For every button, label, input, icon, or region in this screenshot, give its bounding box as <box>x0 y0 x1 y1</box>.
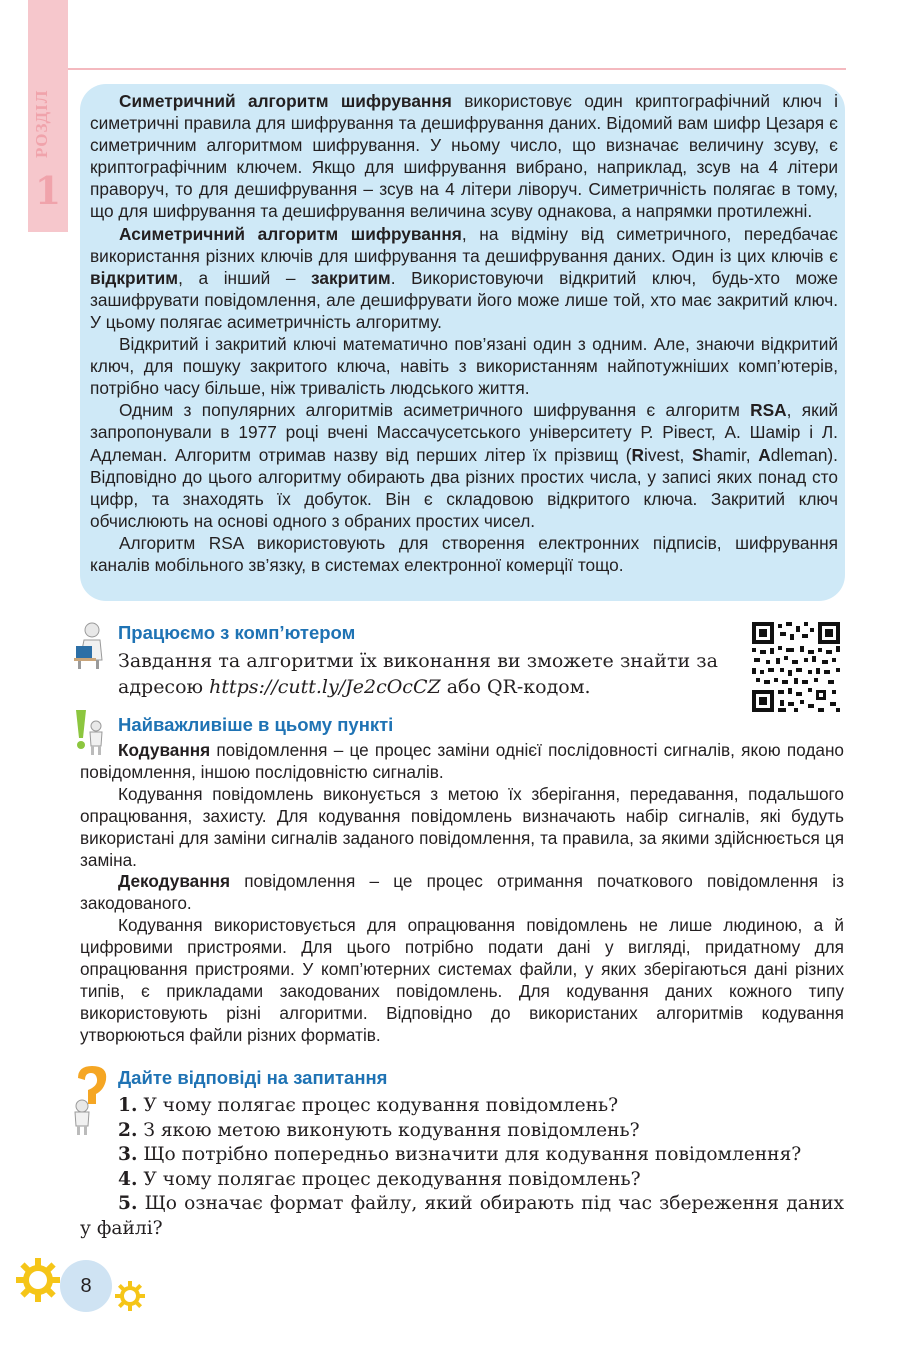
summary-paragraph <box>80 740 844 784</box>
questions-list <box>80 1094 844 1242</box>
person-computer-icon <box>70 620 112 670</box>
summary-paragraph: Кодування використовується для опрацювання повідомлень не лише людиною, а й цифровими пристроями. Для цього потрібно подати дані у вигляді, придатному для опрацювання пристроями. У комп’ютерних системах файли, у яких зберігаються дані різних типів, є прикладами закодованих повідомлень. Для кодування даних кожного типу використовують різні алгоритми. Відповідно до використаних алгоритмів кодування утворюються файли різних форматів. <box>80 915 844 1045</box>
summary-text <box>80 740 844 1047</box>
question-number: 4. <box>118 1168 138 1190</box>
info-paragraph: Відкритий і закритий ключі математично пов’язані один з одним. Але, знаючи відкритий ключ, для пошуку закритого ключа, навіть з використанням найпотужніших комп’ютерів, потрібно часу більше, ніж тривалість людського життя. <box>90 334 838 399</box>
question-number: 3. <box>118 1144 138 1166</box>
info-paragraph <box>90 399 838 532</box>
text: ivest, <box>643 444 692 465</box>
text: або QR-кодом. <box>440 676 591 698</box>
page-number: 8 <box>60 1260 112 1312</box>
question-item <box>80 1094 844 1119</box>
question-number: 2. <box>118 1119 138 1141</box>
computer-text <box>118 648 718 700</box>
question-item <box>80 1168 844 1193</box>
term-symmetric: Симетричний алгоритм шифрування <box>119 91 452 111</box>
question-text: З якою метою виконують кодування повідомлень? <box>137 1119 640 1141</box>
questions-heading: Дайте відповіді на запитання <box>118 1067 388 1088</box>
term-encoding: Кодування <box>118 740 211 760</box>
question-text: У чому полягає процес декодування повідомлень? <box>137 1168 641 1190</box>
text: Одним з популярних алгоритмів асиметричного шифрування є алгоритм <box>119 400 751 421</box>
question-text: У чому полягає процес кодування повідомлень? <box>137 1095 619 1116</box>
question-number: 1. <box>118 1095 138 1116</box>
info-paragraph: Алгоритм RSA використовують для створення електронних підписів, шифрування каналів мобільного зв’язку, в системах електронної комерції тощо. <box>90 532 838 575</box>
summary-paragraph: Кодування повідомлень виконується з метою їх зберігання, передавання, подальшого опрацювання, захисту. Для кодування повідомлень визначають набір сигналів, які будуть використані для заміни сигналів заданого повідомлення, та правила, за якими здійснюється ця заміна. <box>80 783 844 870</box>
section-number: 1 <box>34 168 62 213</box>
info-paragraph <box>90 90 838 223</box>
small-gear-icon <box>114 1280 146 1312</box>
text: Завдання та алгоритми їх виконання ви зможете знайти за адресою <box>118 650 718 698</box>
info-paragraph <box>90 223 838 333</box>
letter-a: A <box>758 444 771 465</box>
summary-heading: Найважливіше в цьому пункті <box>118 714 394 735</box>
link-url[interactable]: https://cutt.ly/Je2cOcCZ <box>209 676 441 698</box>
top-rule <box>68 68 846 70</box>
qr-code[interactable] <box>752 622 840 712</box>
section-tab <box>28 0 68 232</box>
computer-heading: Працюємо з комп’ютером <box>118 622 356 643</box>
term-rsa: RSA <box>750 400 787 421</box>
text: dleman). Відповідно до цього алгоритму обирають два різних простих числа, у записі яких понад сто цифр, та знаходять їх добуток. Він є складовою відкритого ключа. Закритий ключ обчислюють на основі одного з обраних простих чисел. <box>90 444 838 531</box>
text: , а інший – <box>178 267 312 288</box>
text: , який запропонували в 1977 році вчені Массачусетського університету Р. Рівест, А. Шамір і Л. Адлеман. Алгоритм отримав назву від перших літер їх прізвищ ( <box>90 400 839 465</box>
letter-s: S <box>692 444 704 465</box>
info-box <box>80 84 845 601</box>
text: hamir, <box>703 444 759 465</box>
question-text: Що потрібно попередньо визначити для кодування повідомлення? <box>137 1144 802 1166</box>
question-text: Що означає формат файлу, який обирають під час збереження даних у файлі? <box>80 1193 844 1239</box>
letter-r: R <box>631 444 644 465</box>
term-public: відкритим <box>90 267 179 288</box>
info-box-text <box>90 90 838 576</box>
gear-icon <box>14 1256 62 1304</box>
text: повідомлення – це процес заміни однієї послідовності сигналів, якою подано повідомлення, іншою послідовністю сигналів. <box>80 740 844 782</box>
text: , на відміну від симетричного, передбачає використання різних ключів для шифрування та дешифрування даних. Один із цих ключів є <box>90 223 838 266</box>
text: повідомлення – це процес отримання початкового повідомлення із закодованого. <box>80 871 844 914</box>
term-decoding: Декодування <box>118 871 231 892</box>
section-word: РОЗДІЛ <box>32 89 51 159</box>
text: . Використовуючи відкритий ключ, будь-хто може зашифрувати повідомлення, але дешифрувати його може лише той, хто має закритий ключ. У цьому полягає асиметричність алгоритму. <box>90 267 838 332</box>
term-private: закритим <box>311 267 391 288</box>
text: використовує один криптографічний ключ і симетричні правила для шифрування та дешифрування даних. Відомий вам шифр Цезаря є симетричним алгоритмом шифрування. У ньому число, що визначає величину зсуву, є криптографічним ключем. Якщо для шифрування вибрано, наприклад, зсув на 4 літери праворуч, то для дешифрування – зсув на 4 літери ліворуч. Симетричність полягає в тому, що для шифрування та дешифрування величина зсуву однакова, а напрямки протилежні. <box>90 91 838 222</box>
term-asymmetric: Асиметричний алгоритм шифрування <box>119 223 462 244</box>
question-number: 5. <box>118 1193 138 1215</box>
question-item <box>80 1192 844 1241</box>
question-item <box>80 1119 844 1144</box>
question-item <box>80 1143 844 1168</box>
summary-paragraph <box>80 871 844 915</box>
